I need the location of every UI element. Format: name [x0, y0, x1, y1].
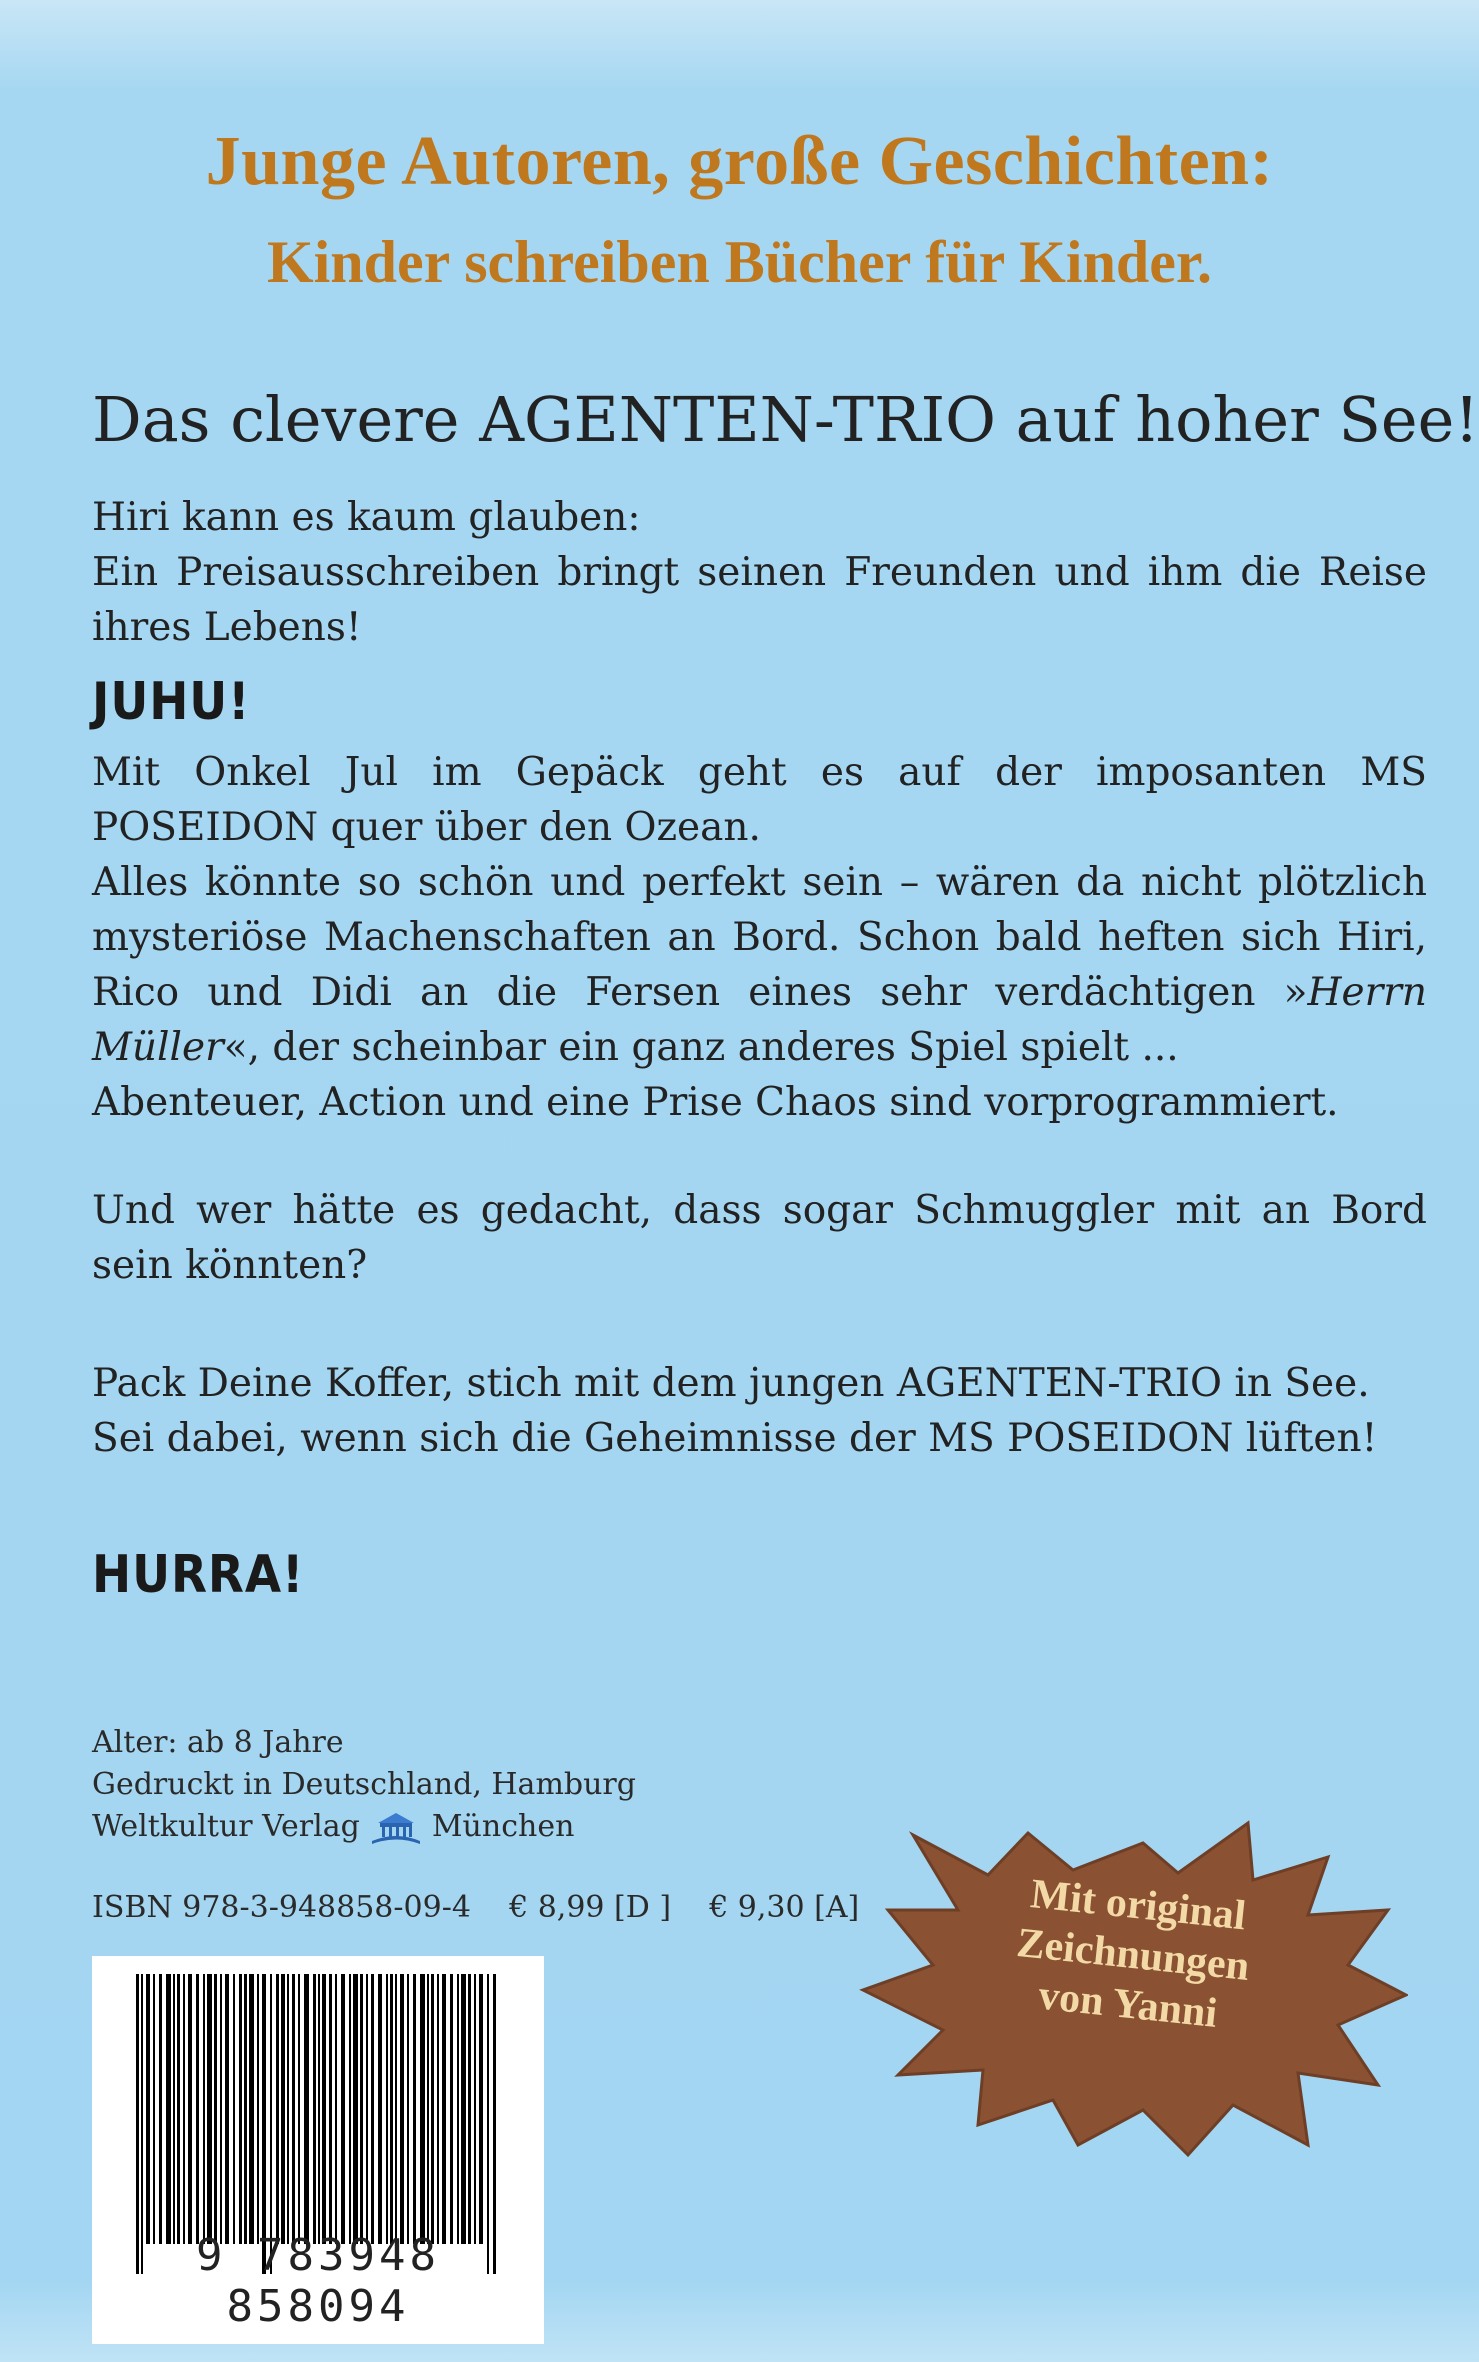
barcode-bars: [136, 1974, 500, 2274]
barcode-bar: [136, 1974, 139, 2274]
headline-primary: Junge Autoren, große Geschichten:: [205, 123, 1274, 200]
barcode-bar: [318, 1974, 320, 2244]
story-p2-text: Alles könnte so schön und perfekt sein – wären da nicht plötzlich mysteriöse Machenschaften an Bord. Schon bald heften sich Hiri, Rico und Didi an die Fersen eines sehr verdächtigen »: [92, 860, 1427, 1015]
price-austria: € 9,30 [A]: [709, 1890, 860, 1925]
barcode-bar: [220, 1974, 222, 2244]
headline-secondary: Kinder schreiben Bücher für Kinder.: [266, 229, 1213, 295]
barcode: [92, 1956, 544, 2344]
isbn-number: ISBN 978-3-948858-09-4: [92, 1890, 471, 1925]
barcode-bar: [281, 1974, 285, 2244]
barcode-bar: [196, 1974, 199, 2244]
barcode-bar: [474, 1974, 476, 2244]
price-germany: € 8,99 [D ]: [509, 1890, 672, 1925]
story-paragraph-3: Abenteuer, Action und eine Prise Chaos sind vorprogrammiert.: [92, 1080, 1339, 1125]
barcode-bar: [244, 1974, 247, 2244]
age-info: Alter: ab 8 Jahre: [92, 1725, 344, 1760]
book-info: [92, 1722, 636, 1848]
intro-block: [92, 490, 1427, 655]
badge-line-1: Mit original: [1028, 1871, 1248, 1940]
barcode-bar: [153, 1974, 155, 2244]
barcode-bar: [257, 1974, 259, 2244]
barcode-bar: [431, 1974, 434, 2244]
barcode-bar: [173, 1974, 175, 2244]
story-paragraph-1: Mit Onkel Jul im Gepäck geht es auf der imposanten MS POSEIDON quer über den Ozean.: [92, 750, 1427, 850]
barcode-digits: 9 783948 858094: [196, 2230, 440, 2332]
intro-line-2: Ein Preisausschreiben bringt seinen Freunden und ihm die Reise ihres Lebens!: [92, 550, 1427, 650]
barcode-bar: [457, 1974, 459, 2244]
question-text: Und wer hätte es gedacht, dass sogar Schmuggler mit an Bord sein könnten?: [92, 1188, 1427, 1288]
barcode-bar: [395, 1974, 397, 2244]
barcode-bar: [341, 1974, 345, 2244]
barcode-bar: [298, 1974, 300, 2244]
barcode-bar: [225, 1974, 229, 2244]
barcode-bar: [329, 1974, 332, 2244]
barcode-bar: [304, 1974, 309, 2244]
barcode-bar: [479, 1974, 483, 2244]
publisher-logo-icon: [368, 1811, 424, 1845]
barcode-bar: [183, 1974, 185, 2244]
barcode-bar: [427, 1974, 429, 2244]
badge-line-3: von Yanni: [1036, 1972, 1220, 2037]
question-block: [92, 1183, 1427, 1293]
book-subtitle: Das clevere AGENTEN-TRIO auf hoher See!: [92, 383, 1479, 456]
closing-block: [92, 1356, 1427, 1466]
barcode-bar: [400, 1974, 404, 2244]
barcode-bar: [214, 1974, 217, 2244]
barcode-bar: [378, 1974, 382, 2244]
barcode-bar: [407, 1974, 409, 2244]
story-p2-italic: Herrn Müller: [92, 970, 1427, 1070]
barcode-bar: [146, 1974, 150, 2244]
barcode-bar: [442, 1974, 446, 2244]
barcode-bar: [233, 1974, 235, 2244]
publisher-info: [92, 1806, 636, 1848]
barcode-bar: [239, 1974, 242, 2244]
barcode-bar: [366, 1974, 368, 2244]
badge-line-2: Zeichnungen: [1014, 1919, 1252, 1991]
barcode-bar: [371, 1974, 374, 2244]
intro-line-1: Hiri kann es kaum glauben:: [92, 495, 641, 540]
barcode-bar: [349, 1974, 351, 2244]
barcode-bar: [461, 1974, 466, 2244]
barcode-bar: [166, 1974, 171, 2244]
print-info: Gedruckt in Deutschland, Hamburg: [92, 1767, 636, 1802]
story-paragraph-2: [92, 855, 1427, 1075]
barcode-bar: [353, 1974, 358, 2244]
barcode-bar: [450, 1974, 453, 2244]
barcode-bar: [420, 1974, 425, 2244]
closing-line-1: Pack Deine Koffer, stich mit dem jungen AGENTEN-TRIO in See.: [92, 1361, 1370, 1406]
barcode-bar: [413, 1974, 416, 2244]
isbn-price-line: [92, 1890, 859, 1925]
barcode-bar: [262, 1974, 266, 2274]
barcode-bar: [188, 1974, 192, 2244]
barcode-bar: [390, 1974, 393, 2244]
barcode-bar: [360, 1974, 363, 2244]
barcode-bar: [203, 1974, 205, 2244]
barcode-bar: [468, 1974, 471, 2244]
barcode-bar: [493, 1974, 496, 2274]
barcode-bar: [313, 1974, 316, 2244]
barcode-bar: [141, 1974, 143, 2274]
barcode-bar: [276, 1974, 279, 2244]
barcode-bar: [487, 1974, 489, 2274]
barcode-bar: [335, 1974, 337, 2244]
publisher-city: München: [431, 1809, 575, 1844]
story-p2-text-end: «, der scheinbar ein ganz anderes Spiel spielt ...: [223, 1025, 1179, 1070]
barcode-bar: [292, 1974, 295, 2244]
barcode-bar: [159, 1974, 162, 2244]
publisher-name: Weltkultur Verlag: [92, 1809, 360, 1844]
closing-line-2: Sei dabei, wenn sich die Geheimnisse der MS POSEIDON lüften!: [92, 1416, 1378, 1461]
barcode-bar: [177, 1974, 180, 2244]
shout-hurra: HURRA!: [92, 1545, 305, 1605]
barcode-bar: [270, 1974, 272, 2274]
barcode-bar: [386, 1974, 388, 2244]
barcode-bar: [322, 1974, 326, 2244]
shout-juhu: JUHU!: [92, 672, 251, 732]
barcode-bar: [249, 1974, 254, 2244]
barcode-bar: [207, 1974, 212, 2244]
barcode-bar: [287, 1974, 289, 2244]
barcode-bar: [437, 1974, 439, 2244]
story-block: [92, 745, 1427, 1130]
